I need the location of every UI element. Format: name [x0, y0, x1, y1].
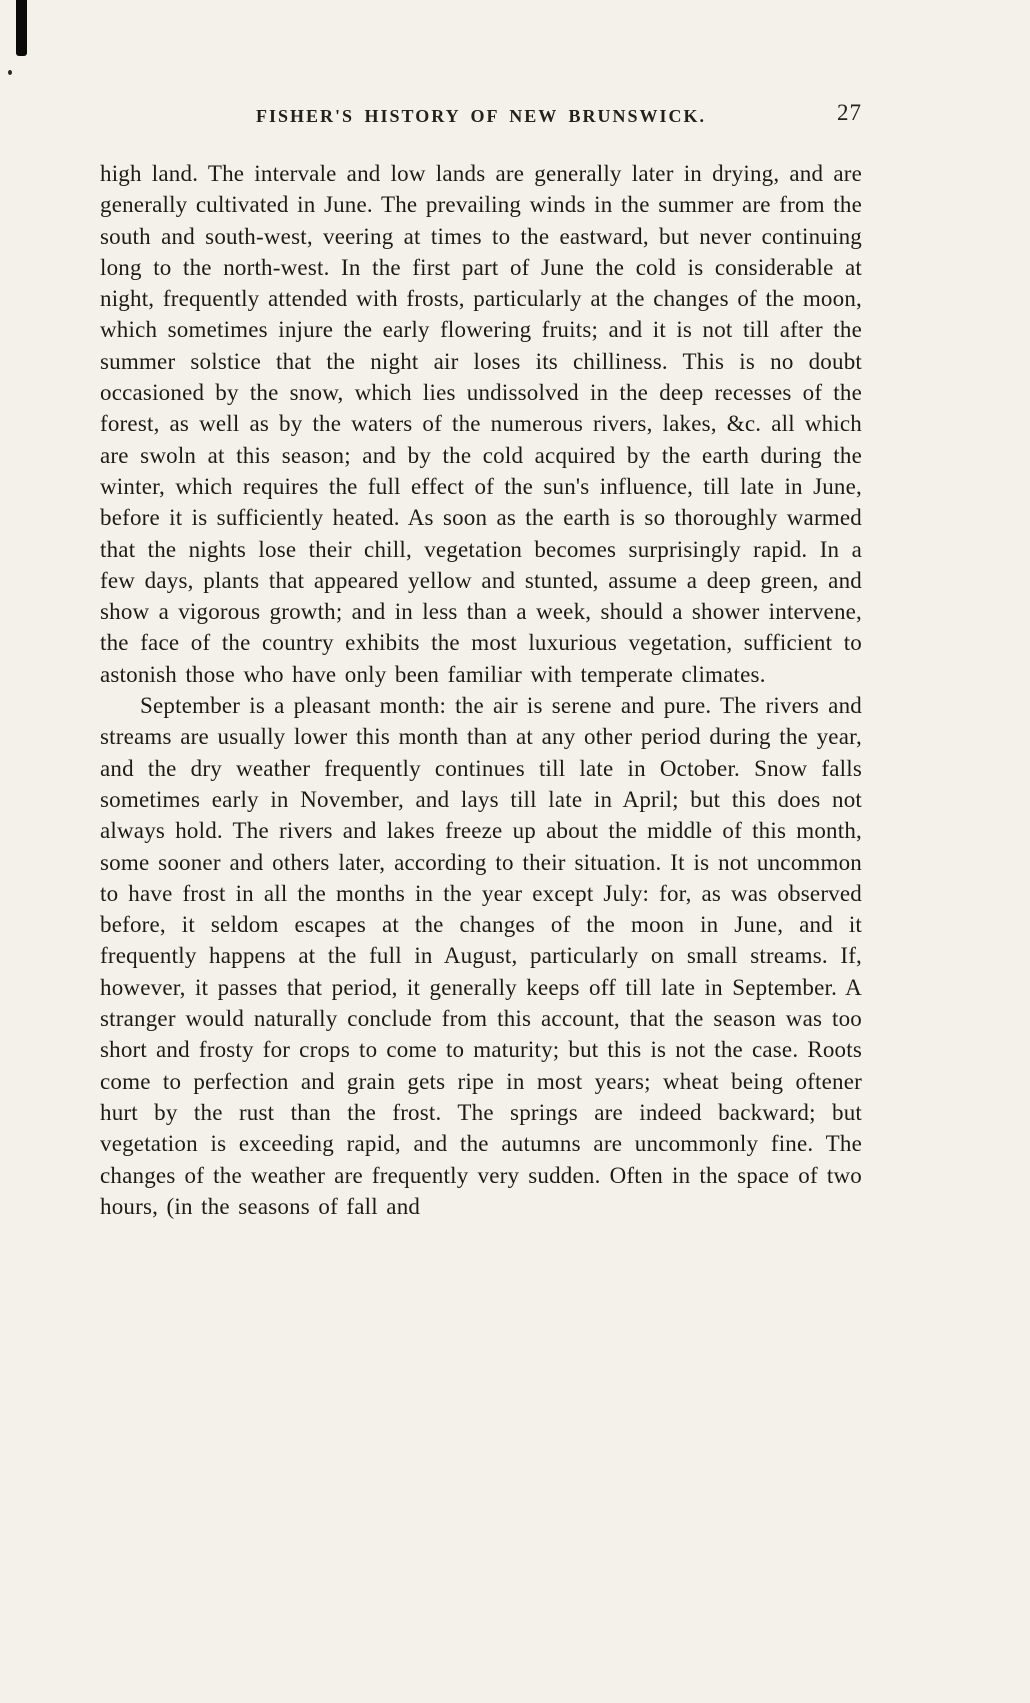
paragraph-climate: high land. The intervale and low lands are generally later in drying, and are generally cultivated in June. The prevailing winds in the summer are from the south and south-west, veering at times to the eastward, but never continuing long to the north-west. In the first part of June the cold is considerable at night, frequently attended with frosts, particularly at the changes of the moon, which sometimes injure the early flowering fruits; and it is not till after the summer solstice that the night air loses its chilliness. This is no doubt occasioned by the snow, which lies undissolved in the deep recesses of the forest, as well as by the waters of the numerous rivers, lakes, &c. all which are swoln at this season; and by the cold acquired by the earth during the winter, which requires the full effect of the sun's influence, till late in June, before it is sufficiently heated. As soon as the earth is so thoroughly warmed that the nights lose their chill, vegetation becomes surprisingly rapid. In a few days, plants that appeared yellow and stunted, assume a deep green, and show a vigorous growth; and in less than a week, should a shower intervene, the face of the country exhibits the most luxurious vegetation, sufficient to astonish those who have only been familiar with temperate climates.: [100, 161, 862, 687]
scan-artifact-bar: [16, 0, 27, 56]
header-title: FISHER'S HISTORY OF NEW BRUNSWICK.: [256, 106, 706, 126]
page-number: 27: [837, 100, 862, 125]
paragraph-september: September is a pleasant month: the air is serene and pure. The rivers and streams are usually lower this month than at any other period during the year, and the dry weather frequently continues till late in October. Snow falls sometimes early in November, and lays till late in April; but this does not always hold. The rivers and lakes freeze up about the middle of this month, some sooner and others later, according to their situation. It is not uncommon to have frost in all the months in the year except July: for, as was observed before, it seldom escapes at the changes of the moon in June, and it frequently happens at the full in August, particularly on small streams. If, however, it passes that period, it generally keeps off till late in September. A stranger would naturally conclude from this account, that the season was too short and frosty for crops to come to maturity; but this is not the case. Roots come to perfection and grain gets ripe in most years; wheat being oftener hurt by the rust than the frost. The springs are indeed backward; but vegetation is exceeding rapid, and the autumns are uncommonly fine. The changes of the weather are frequently very sudden. Often in the space of two hours, (in the seasons of fall and: [100, 693, 862, 1219]
scan-artifact-dot: [8, 70, 12, 75]
running-header: [100, 100, 862, 134]
page-content: [100, 100, 862, 1222]
